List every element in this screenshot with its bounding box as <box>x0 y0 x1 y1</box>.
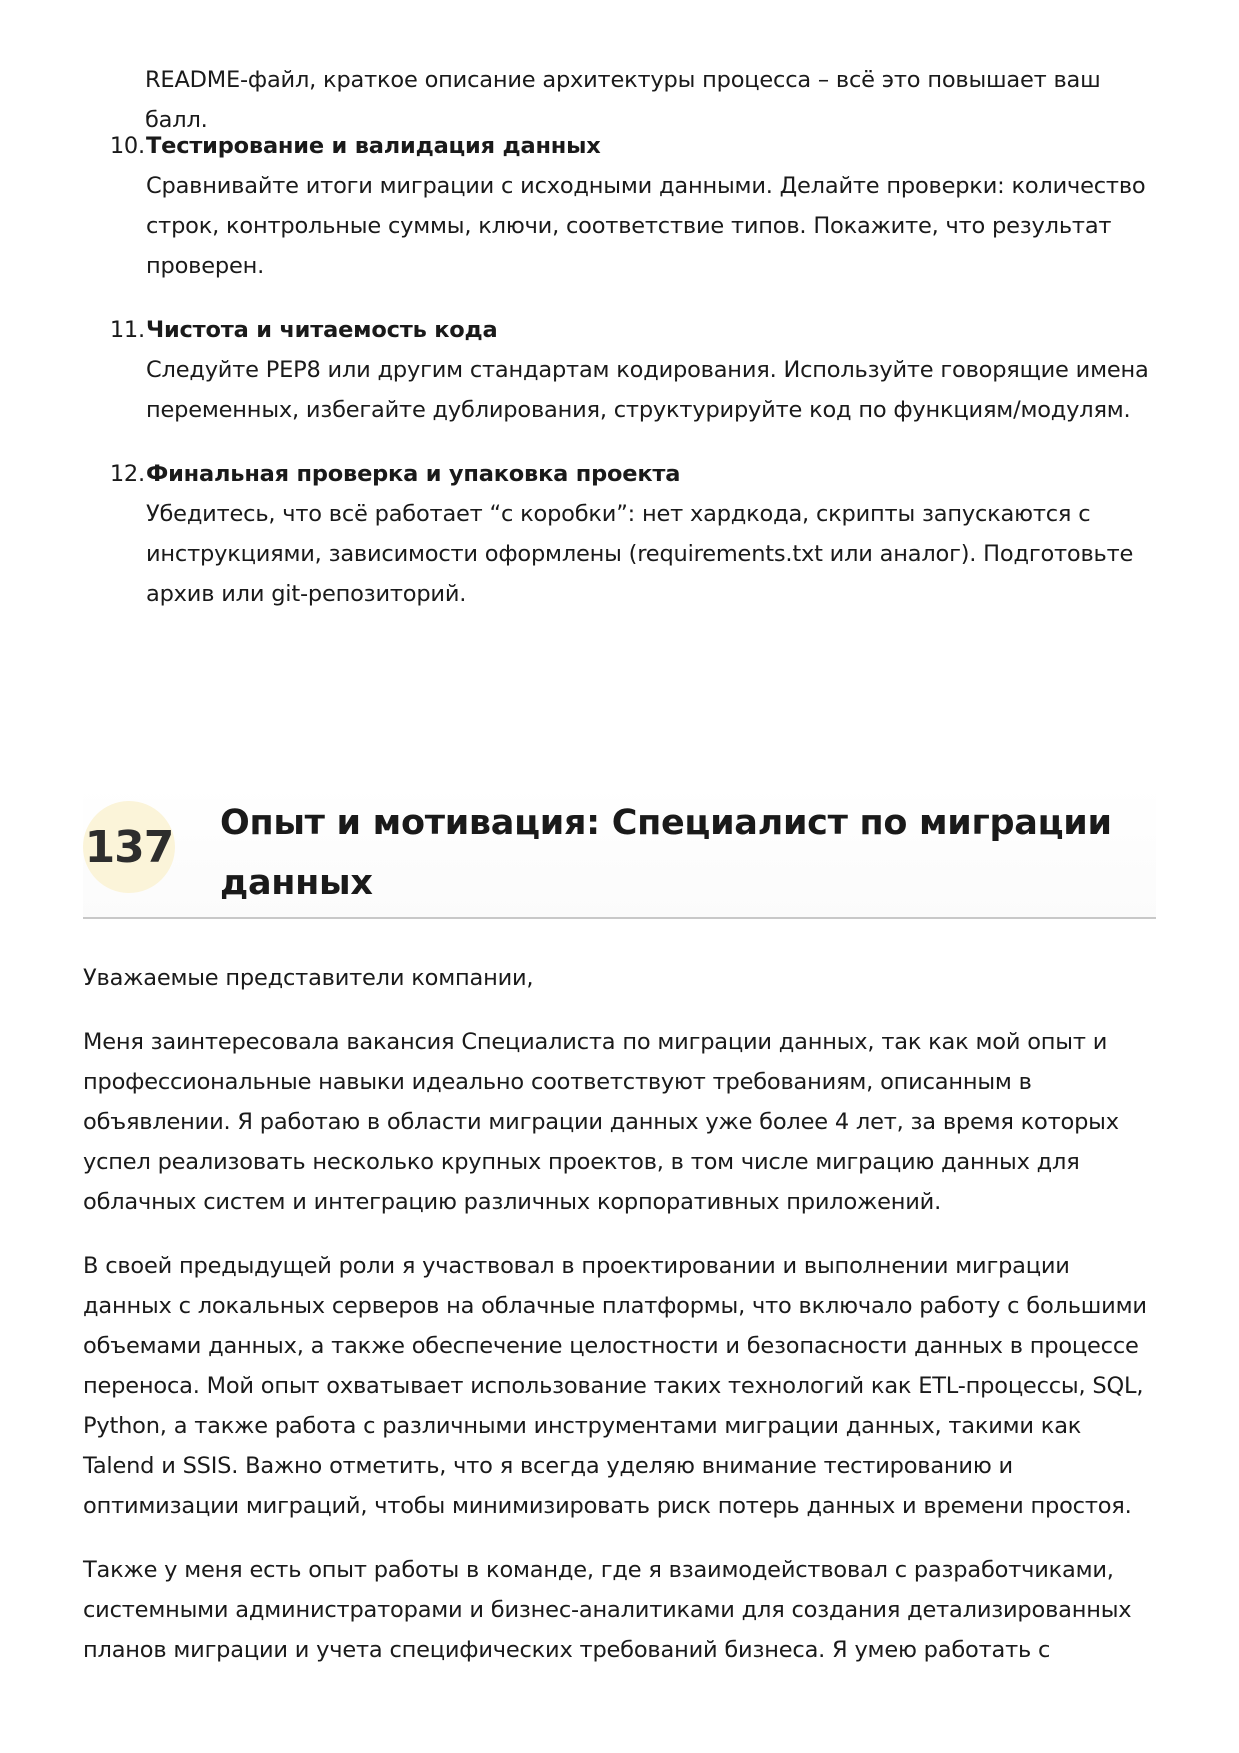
list-item-number: 10. <box>109 133 145 159</box>
paragraph: Также у меня есть опыт работы в команде, где я взаимодействовал с разработчиками, системными администраторами и бизнес-аналитиками для создания детализированных планов миграции и учета специфических требований бизнеса. Я умею работать с <box>83 1557 1132 1663</box>
list-item-body <box>146 454 1156 614</box>
list-item-description: Убедитесь, что всё работает “с коробки”: нет хардкода, скрипты запускаются с инструкциями, зависимости оформлены (requirements.txt или аналог). Подготовьте архив или git-репозиторий. <box>146 501 1134 607</box>
list-item-title: Чистота и читаемость кода <box>146 317 498 343</box>
section-number-badge: 137 <box>83 801 175 893</box>
letter-body <box>83 958 1158 1694</box>
list-item <box>0 454 1239 614</box>
numbered-list <box>0 126 1239 638</box>
list-item-title: Финальная проверка и упаковка проекта <box>146 461 681 487</box>
list-item-description: Следуйте PEP8 или другим стандартам кодирования. Используйте говорящие имена переменных, избегайте дублирования, структурируйте код по функциям/модулям. <box>146 357 1149 423</box>
list-item-number: 11. <box>109 317 145 343</box>
list-item <box>0 126 1239 286</box>
continuation-text: README-файл, краткое описание архитектуры процесса – всё это повышает ваш балл. <box>145 67 1101 133</box>
section-title: Опыт и мотивация: Специалист по миграции данных <box>220 803 1112 903</box>
section-header <box>83 785 1156 919</box>
list-item <box>0 310 1239 430</box>
paragraph: Меня заинтересовала вакансия Специалиста по миграции данных, так как мой опыт и профессиональные навыки идеально соответствуют требованиям, описанным в объявлении. Я работаю в области миграции данных уже более 4 лет, за время которых успел реализовать несколько крупных проектов, в том числе миграцию данных для облачных систем и интеграцию различных корпоративных приложений. <box>83 1029 1119 1215</box>
list-item-title: Тестирование и валидация данных <box>146 133 601 159</box>
paragraph: В своей предыдущей роли я участвовал в проектировании и выполнении миграции данных с локальных серверов на облачные платформы, что включало работу с большими объемами данных, а также обеспечение целостности и безопасности данных в процессе переноса. Мой опыт охватывает использование таких технологий как ETL-процессы, SQL, Python, а также работа с различными инструментами миграции данных, такими как Talend и SSIS. Важно отметить, что я всегда уделяю внимание тестированию и оптимизации миграций, чтобы минимизировать риск потерь данных и времени простоя. <box>83 1253 1147 1519</box>
list-item-body <box>146 310 1156 430</box>
list-item-body <box>146 126 1156 286</box>
list-item-number: 12. <box>109 461 145 487</box>
paragraph-greeting: Уважаемые представители компании, <box>83 965 534 991</box>
list-item-description: Сравнивайте итоги миграции с исходными данными. Делайте проверки: количество строк, контрольные суммы, ключи, соответствие типов. Покажите, что результат проверен. <box>146 173 1146 279</box>
